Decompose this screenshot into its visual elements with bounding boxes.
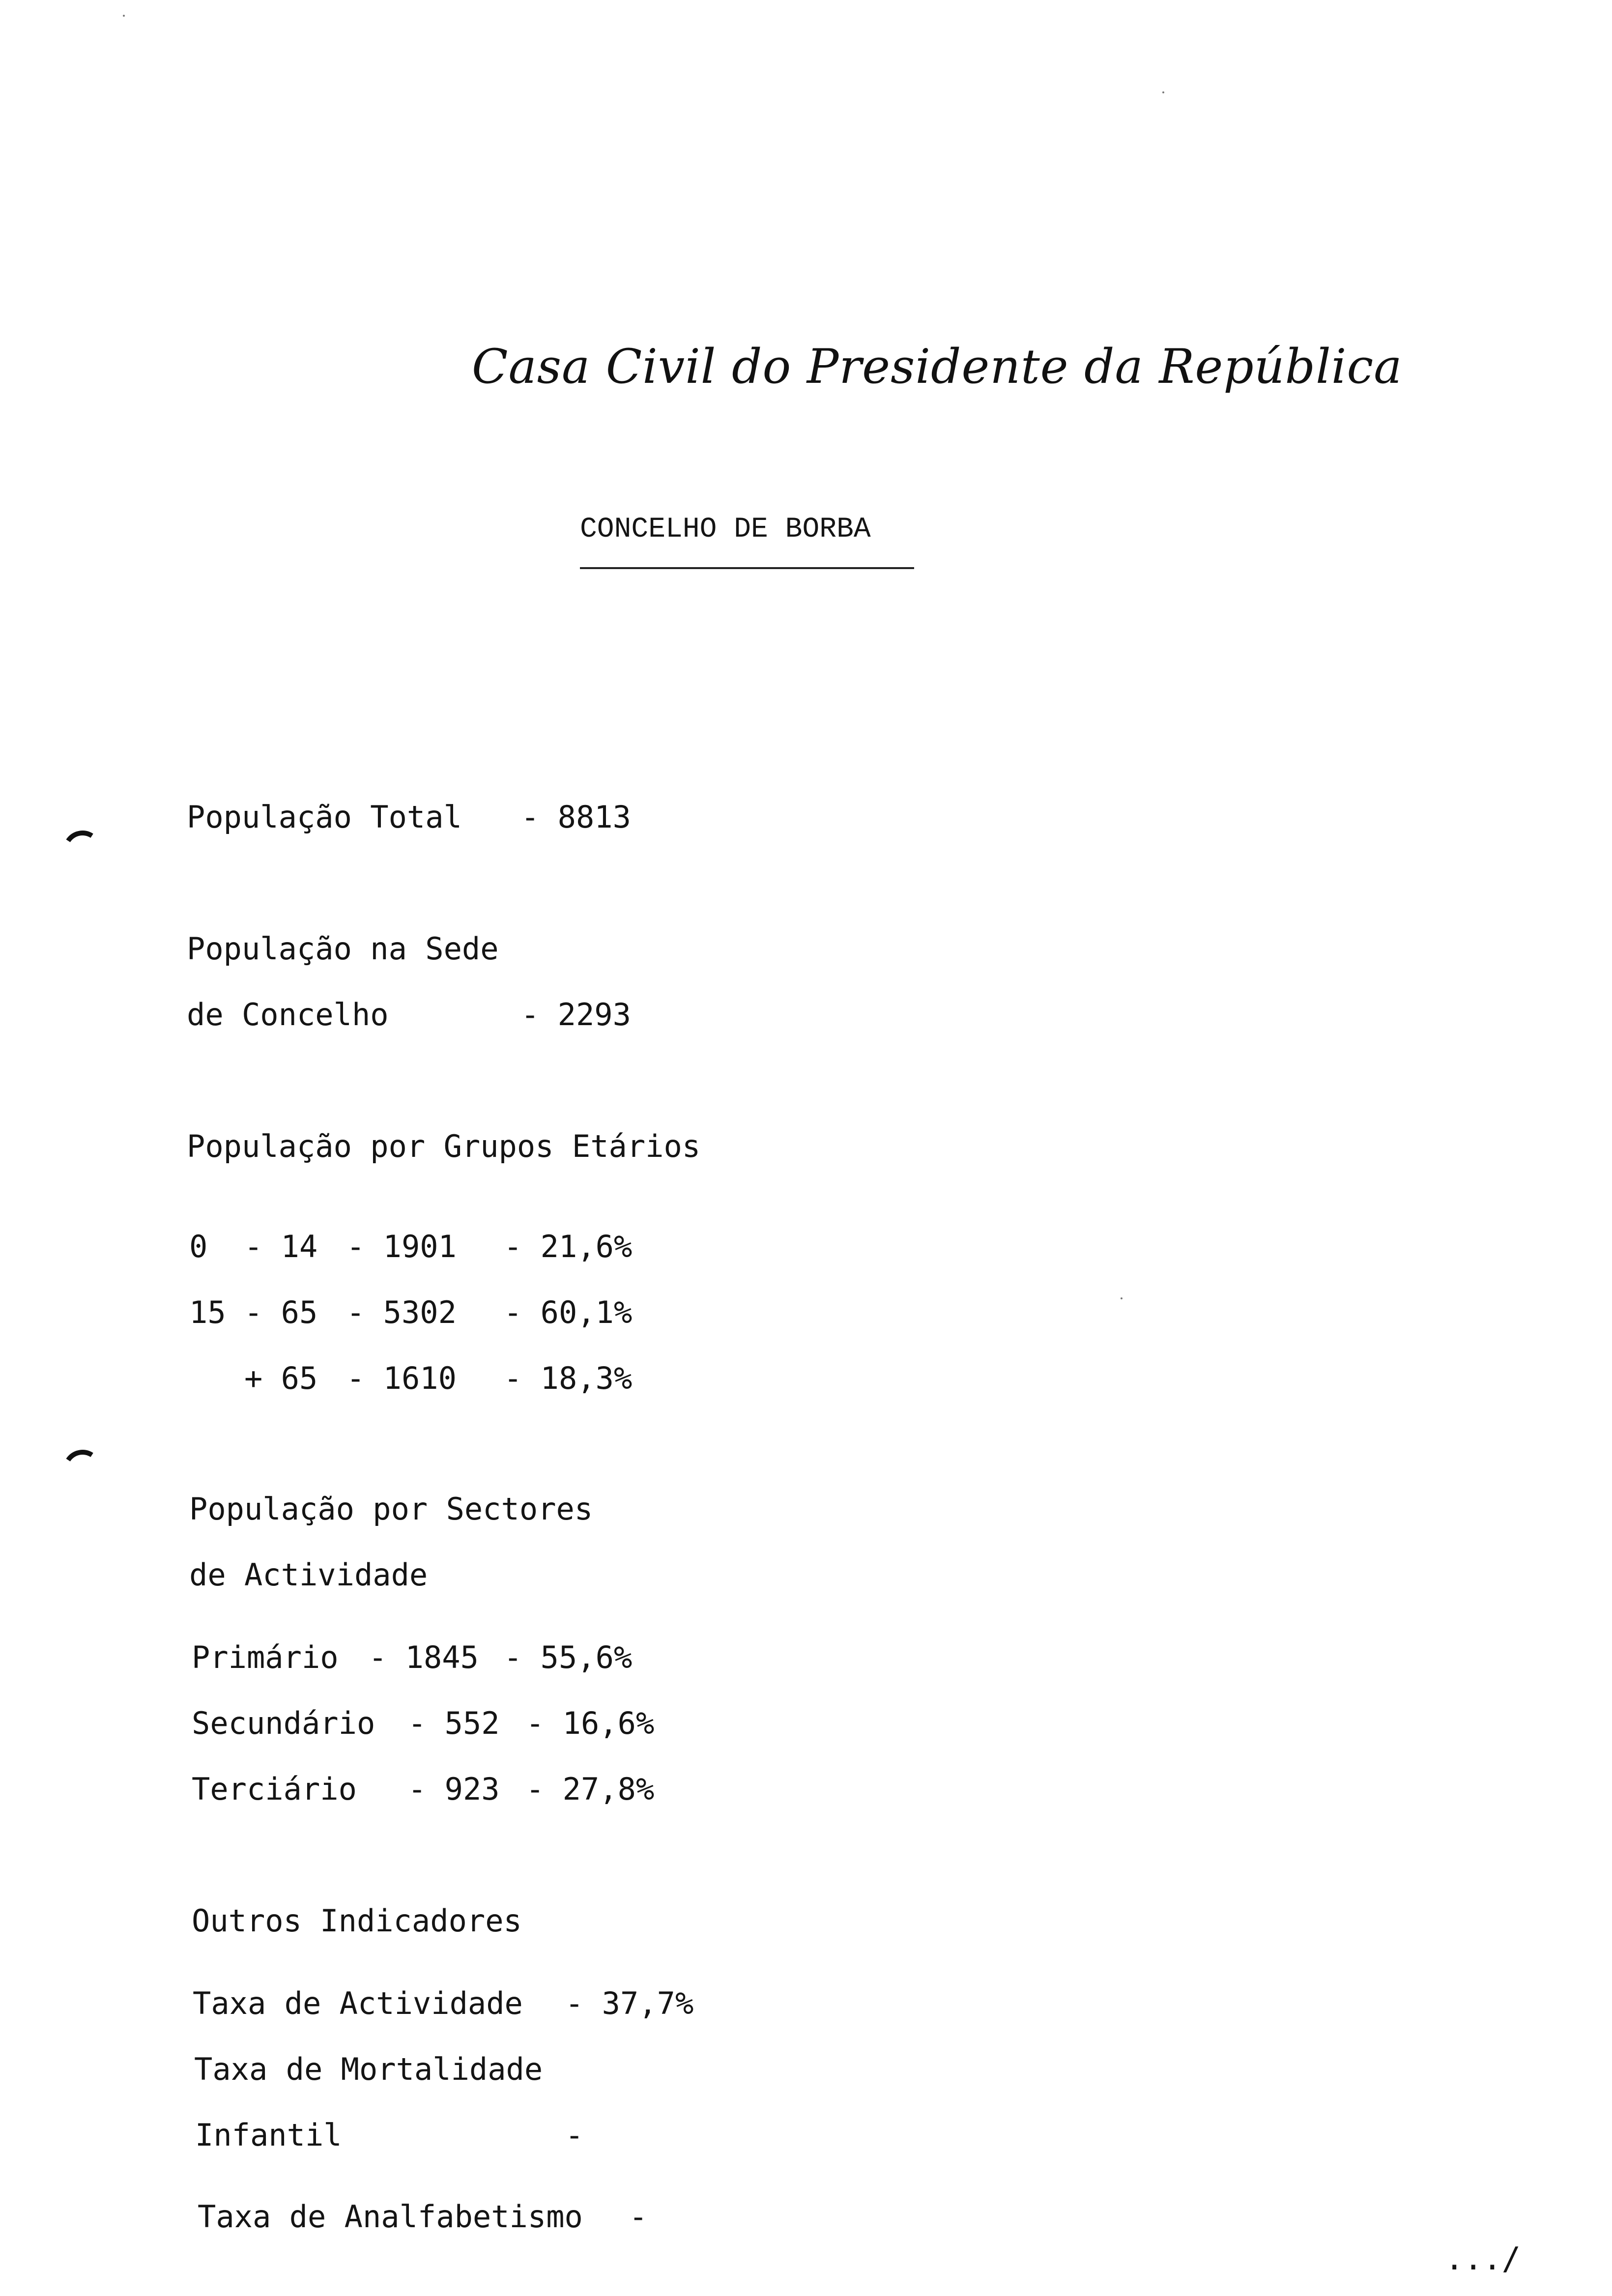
grupo-pct: - 60,1% (504, 1294, 633, 1330)
grupos-etarios-heading: População por Grupos Etários (187, 1128, 701, 1164)
grupo-range: 0 - 14 (189, 1229, 318, 1264)
sector-name: Secundário (192, 1705, 375, 1741)
taxa-analfabetismo-value: - (629, 2199, 648, 2235)
sector-name: Terciário (192, 1771, 357, 1807)
populacao-total-value: - 8813 (521, 799, 631, 835)
punch-hole-mark (59, 1446, 106, 1493)
grupo-count: - 5302 (346, 1294, 457, 1330)
grupo-pct: - 21,6% (504, 1229, 633, 1264)
letterhead: Casa Civil do Presidente da República (472, 339, 1403, 394)
grupo-count: - 1901 (346, 1229, 457, 1264)
sector-count: - 923 (408, 1771, 500, 1807)
sector-count: - 1845 (369, 1639, 479, 1675)
taxa-mortalidade-label-line2: Infantil (195, 2117, 342, 2153)
sector-pct: - 55,6% (504, 1639, 633, 1675)
punch-hole-mark (59, 827, 106, 874)
sectores-heading-line2: de Actividade (189, 1557, 428, 1593)
taxa-mortalidade-label-line1: Taxa de Mortalidade (194, 2051, 543, 2087)
paper-speck (1162, 91, 1164, 93)
paper-speck (1121, 1297, 1123, 1299)
sectores-heading-line1: População por Sectores (189, 1491, 593, 1527)
taxa-mortalidade-value: - (565, 2117, 584, 2153)
continuation-mark: .../ (1445, 2241, 1521, 2277)
taxa-actividade-label: Taxa de Actividade (193, 1985, 523, 2021)
populacao-sede-value: - 2293 (521, 997, 631, 1033)
grupo-pct: - 18,3% (504, 1360, 633, 1396)
grupo-count: - 1610 (346, 1360, 457, 1396)
populacao-sede-label-line2: de Concelho (187, 997, 389, 1033)
sector-count: - 552 (408, 1705, 500, 1741)
title-underline (580, 567, 914, 569)
sector-name: Primário (192, 1639, 339, 1675)
grupo-range: + 65 (189, 1360, 318, 1396)
document-title: CONCELHO DE BORBA (580, 514, 871, 545)
sector-pct: - 27,8% (526, 1771, 655, 1807)
sector-pct: - 16,6% (526, 1705, 655, 1741)
taxa-analfabetismo-label: Taxa de Analfabetismo (198, 2199, 583, 2235)
populacao-sede-label-line1: População na Sede (187, 931, 499, 967)
taxa-actividade-value: - 37,7% (565, 1985, 694, 2021)
paper-speck (123, 15, 125, 17)
grupo-range: 15 - 65 (189, 1294, 318, 1330)
outros-heading: Outros Indicadores (192, 1903, 522, 1939)
populacao-total-label: População Total (187, 799, 462, 835)
